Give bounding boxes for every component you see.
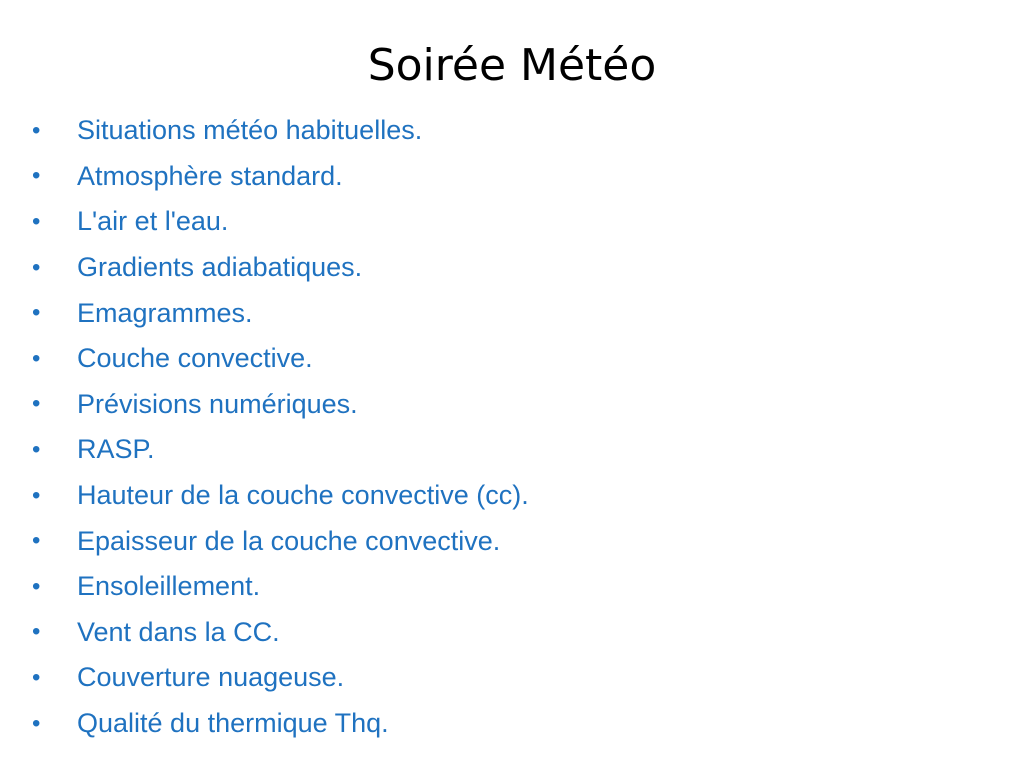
bullet-icon: • [32,344,41,372]
list-item-text: Emagrammes. [77,297,253,328]
list-item [30,610,529,656]
bullet-icon: • [32,527,41,555]
list-item [30,108,529,154]
slide-title: Soirée Météo [367,40,657,91]
list-item-text: Atmosphère standard. [77,160,343,191]
list-item-text: RASP. [77,434,155,465]
list-item [30,199,529,245]
list-item-text: Gradients adiabatiques. [77,252,363,283]
bullet-list [30,108,529,746]
list-item-text: Couverture nuageuse. [77,662,345,693]
list-item [30,336,529,382]
list-item [30,564,529,610]
bullet-icon: • [32,162,41,190]
list-item [30,245,529,291]
list-item [30,154,529,200]
list-item-text: Couche convective. [77,343,313,374]
list-item-text: L'air et l'eau. [77,206,229,237]
bullet-icon: • [32,481,41,509]
list-item [30,701,529,747]
list-item-text: Qualité du thermique Thq. [77,708,389,739]
bullet-icon: • [32,663,41,691]
bullet-icon: • [32,299,41,327]
bullet-icon: • [32,435,41,463]
list-item [30,290,529,336]
bullet-icon: • [32,390,41,418]
bullet-icon: • [32,709,41,737]
bullet-icon: • [32,618,41,646]
list-item-text: Ensoleillement. [77,571,261,602]
list-item [30,427,529,473]
bullet-icon: • [32,116,41,144]
list-item [30,655,529,701]
bullet-icon: • [32,572,41,600]
list-item [30,382,529,428]
list-item-text: Hauteur de la couche convective (cc). [77,480,529,511]
list-item-text: Prévisions numériques. [77,388,358,419]
list-item-text: Epaisseur de la couche convective. [77,525,501,556]
bullet-icon: • [32,253,41,281]
list-item [30,473,529,519]
list-item [30,518,529,564]
bullet-icon: • [32,207,41,235]
list-item-text: Vent dans la CC. [77,616,280,647]
list-item-text: Situations météo habituelles. [77,115,423,146]
